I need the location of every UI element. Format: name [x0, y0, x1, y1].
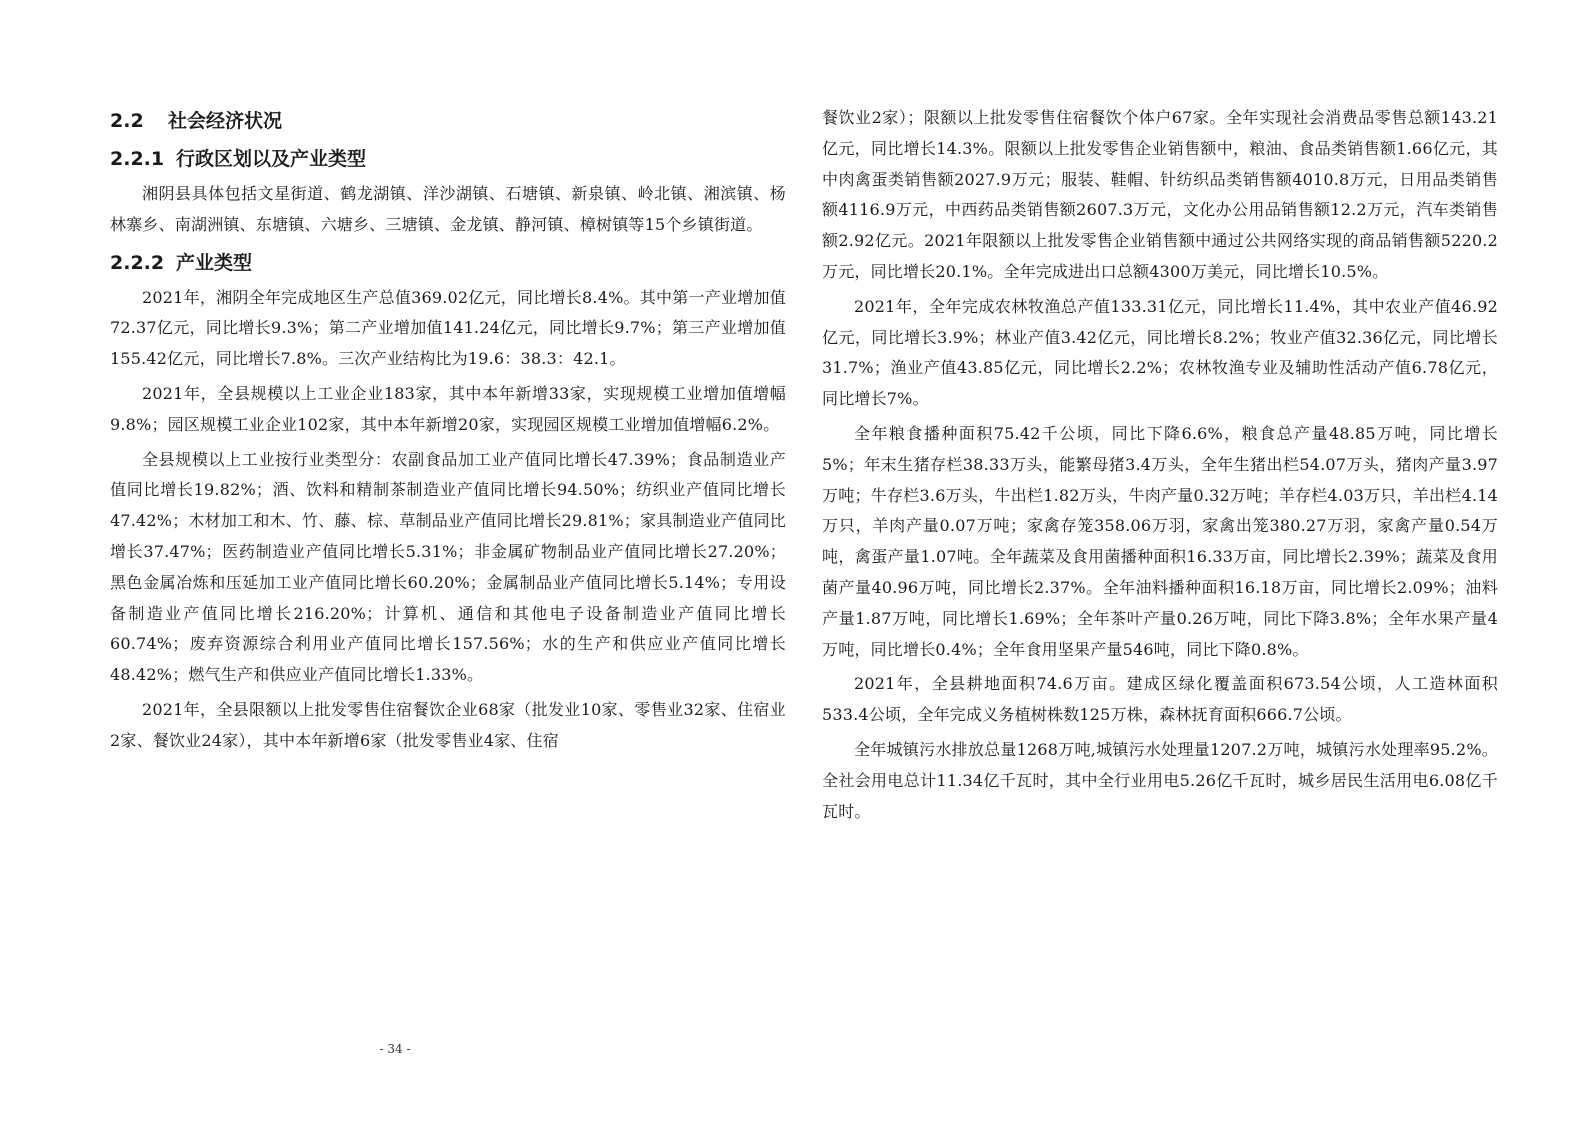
paragraph-grain-livestock: 全年粮食播种面积75.42千公顷，同比下降6.6%，粮食总产量48.85万吨，同比增长5%；年末生猪存栏38.33万头，能繁母猪3.4万头，全年生猪出栏54.07万头，猪肉产量3.97万吨；牛存栏3.6万头，牛出栏1.82万头，牛肉产量0.32万吨；羊存栏4.03万只，羊出栏4.14万只，羊肉产量0.07万吨；家禽存笼358.06万羽，家禽出笼380.27万羽，家禽产量0.54万吨，禽蛋产量1.07吨。全年蔬菜及食用菌播种面积16.33万亩，同比增长2.39%；蔬菜及食用菌产量40.96万吨，同比增长2.37%。全年油料播种面积16.18万亩，同比增长2.09%；油料产量1.87万吨，同比增长1.69%；全年茶叶产量0.26万吨，同比下降3.8%；全年水果产量4万吨，同比增长0.4%；全年食用坚果产量546吨，同比下降0.8%。 [822, 423, 1498, 659]
right-column [822, 103, 1498, 831]
paragraph-industry: 2021年，全县规模以上工业企业183家，其中本年新增33家，实现规模工业增加值增幅9.8%；园区规模工业企业102家，其中本年新增20家，实现园区规模工业增加值增幅6.2%。 [110, 383, 786, 434]
page-number: - 34 - [379, 1042, 411, 1056]
paragraph-agriculture: 2021年，全年完成农林牧渔总产值133.31亿元，同比增长11.4%，其中农业产值46.92亿元，同比增长3.9%；林业产值3.42亿元，同比增长8.2%；牧业产值32.36亿元，同比增长31.7%；渔业产值43.85亿元，同比增长2.2%；农林牧渔专业及辅助性活动产值6.78亿元，同比增长7%。 [822, 296, 1498, 409]
paragraph-retail-start: 2021年，全县限额以上批发零售住宿餐饮企业68家（批发业10家、零售业32家、住宿业2家、餐饮业24家），其中本年新增6家（批发零售业4家、住宿 [110, 699, 786, 750]
section-title: 产业类型 [176, 251, 253, 274]
paragraph-retail-continued: 餐饮业2家）；限额以上批发零售住宿餐饮个体户67家。全年实现社会消费品零售总额143.21亿元，同比增长14.3%。限额以上批发零售企业销售额中，粮油、食品类销售额1.66亿元，其中肉禽蛋类销售额2027.9万元；服装、鞋帽、针纺织品类销售额4010.8万元，日用品类销售额4116.9万元，中西药品类销售额2607.3万元，文化办公用品销售额12.2万元，汽车类销售额2.92亿元。2021年限额以上批发零售企业销售额中通过公共网络实现的商品销售额5220.2万元，同比增长20.1%。全年完成进出口总额4300万美元，同比增长10.5%。 [822, 108, 1498, 281]
section-number: 2.2 [110, 110, 144, 132]
section-heading-2-2-1 [110, 141, 786, 177]
section-heading-2-2-2 [110, 245, 786, 281]
section-heading-2-2 [110, 103, 786, 139]
paragraph-admin-divisions: 湘阴县具体包括文星街道、鹤龙湖镇、洋沙湖镇、石塘镇、新泉镇、岭北镇、湘滨镇、杨林寨乡、南湖洲镇、东塘镇、六塘乡、三塘镇、金龙镇、静河镇、樟树镇等15个乡镇街道。 [110, 184, 786, 234]
section-number: 2.2.1 [110, 148, 165, 170]
paragraph-gdp: 2021年，湘阴全年完成地区生产总值369.02亿元，同比增长8.4%。其中第一产业增加值72.37亿元，同比增长9.3%；第二产业增加值141.24亿元，同比增长9.7%；第三产业增加值155.42亿元，同比增长7.8%。三次产业结构比为19.6：38.3：42.1。 [110, 287, 786, 369]
left-column [110, 103, 786, 761]
paragraph-land-forest: 2021年，全县耕地面积74.6万亩。建成区绿化覆盖面积673.54公顷，人工造林面积533.4公顷，全年完成义务植树株数125万株，森林抚育面积666.7公顷。 [822, 674, 1498, 725]
section-number: 2.2.2 [110, 251, 165, 274]
paragraph-water-power: 全年城镇污水排放总量1268万吨,城镇污水处理量1207.2万吨，城镇污水处理率95.2%。全社会用电总计11.34亿千瓦时，其中全行业用电5.26亿千瓦时，城乡居民生活用电6.08亿千瓦时。 [822, 739, 1498, 821]
section-title: 行政区划以及产业类型 [176, 148, 367, 170]
section-title: 社会经济状况 [168, 110, 283, 132]
paragraph-industry-sectors: 全县规模以上工业按行业类型分：农副食品加工业产值同比增长47.39%；食品制造业产值同比增长19.82%；酒、饮料和精制茶制造业产值同比增长94.50%；纺织业产值同比增长47.42%；木材加工和木、竹、藤、棕、草制品业产值同比增长29.81%；家具制造业产值同比增长37.47%；医药制造业产值同比增长5.31%；非金属矿物制品业产值同比增长27.20%；黑色金属冶炼和压延加工业产值同比增长60.20%；金属制品业产值同比增长5.14%；专用设备制造业产值同比增长216.20%；计算机、通信和其他电子设备制造业产值同比增长60.74%；废弃资源综合利用业产值同比增长157.56%；水的生产和供应业产值同比增长48.42%；燃气生产和供应业产值同比增长1.33%。 [110, 449, 786, 685]
